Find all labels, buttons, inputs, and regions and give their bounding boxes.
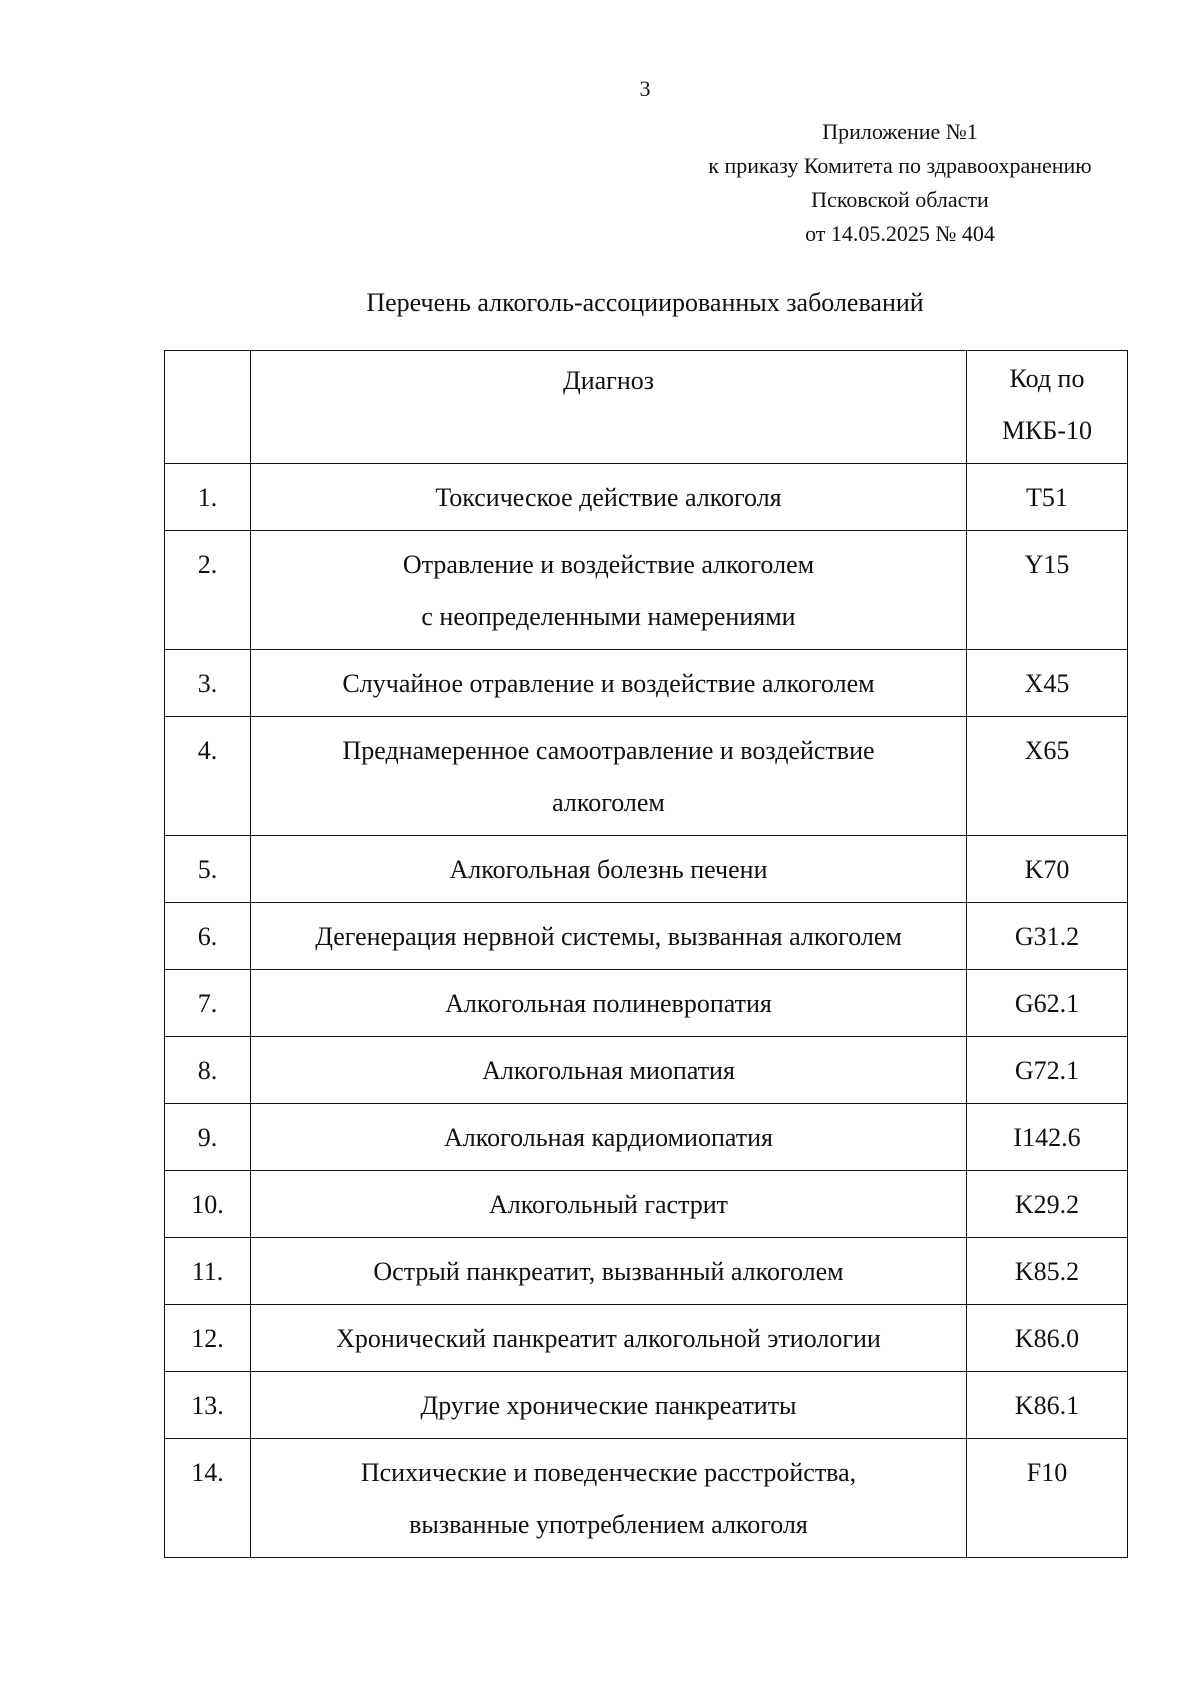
row-diagnosis [251, 1171, 967, 1238]
diagnosis-line: вызванные употреблением алкоголя [409, 1510, 808, 1539]
appendix-line-4: от 14.05.2025 № 404 [805, 221, 995, 246]
row-diagnosis [251, 836, 967, 903]
row-icd-code: G31.2 [967, 903, 1128, 970]
row-number: 1. [165, 464, 251, 531]
diagnosis-line: Алкогольная кардиомиопатия [444, 1123, 773, 1152]
row-number: 9. [165, 1104, 251, 1171]
header-code-line-2: МКБ-10 [1001, 416, 1093, 445]
row-number: 12. [165, 1305, 251, 1372]
diagnosis-line: Алкогольная миопатия [482, 1056, 735, 1085]
table-row [165, 1037, 1128, 1104]
diagnosis-line: Случайное отравление и воздействие алкоголем [342, 669, 875, 698]
header-code-cell [967, 351, 1128, 464]
table-row [165, 1104, 1128, 1171]
header-code-line-1: Код по [1009, 364, 1085, 393]
row-icd-code: I142.6 [967, 1104, 1128, 1171]
table-row [165, 836, 1128, 903]
row-diagnosis [251, 903, 967, 970]
appendix-line-1: Приложение №1 [822, 119, 978, 144]
diagnosis-line: Другие хронические панкреатиты [420, 1391, 797, 1420]
row-icd-code: F10 [967, 1439, 1128, 1558]
row-icd-code: G62.1 [967, 970, 1128, 1037]
diagnosis-table [164, 350, 1128, 1558]
row-icd-code: K86.0 [967, 1305, 1128, 1372]
row-diagnosis [251, 650, 967, 717]
row-number: 5. [165, 836, 251, 903]
header-diagnosis-label: Диагноз [562, 366, 655, 395]
row-number: 3. [165, 650, 251, 717]
diagnosis-line: Преднамеренное самоотравление и воздействие [342, 736, 875, 765]
diagnosis-line: Алкогольный гастрит [488, 1190, 729, 1219]
row-diagnosis [251, 464, 967, 531]
row-number: 10. [165, 1171, 251, 1238]
row-number: 14. [165, 1439, 251, 1558]
row-number: 7. [165, 970, 251, 1037]
row-icd-code: T51 [967, 464, 1128, 531]
appendix-line-3: Псковской области [811, 187, 989, 212]
table-row [165, 464, 1128, 531]
row-icd-code: X65 [967, 717, 1128, 836]
row-icd-code: K29.2 [967, 1171, 1128, 1238]
header-number-cell [165, 351, 251, 464]
row-number: 8. [165, 1037, 251, 1104]
table-row [165, 1305, 1128, 1372]
row-diagnosis [251, 1372, 967, 1439]
diagnosis-line: Алкогольная полиневропатия [445, 989, 772, 1018]
row-number: 4. [165, 717, 251, 836]
row-icd-code: G72.1 [967, 1037, 1128, 1104]
row-number: 6. [165, 903, 251, 970]
row-icd-code: K86.1 [967, 1372, 1128, 1439]
diagnosis-line: алкоголем [552, 788, 665, 817]
row-diagnosis [251, 970, 967, 1037]
row-number: 2. [165, 531, 251, 650]
row-diagnosis [251, 1104, 967, 1171]
diagnosis-line: Алкогольная болезнь печени [449, 855, 768, 884]
diagnosis-line: Дегенерация нервной системы, вызванная алкоголем [315, 922, 902, 951]
table-row [165, 903, 1128, 970]
table-row [165, 650, 1128, 717]
table-header-row [165, 351, 1128, 464]
diagnosis-line: Отравление и воздействие алкоголем [402, 550, 815, 579]
diagnosis-line: Психические и поведенческие расстройства, [360, 1458, 857, 1487]
row-diagnosis [251, 717, 967, 836]
table-row [165, 1238, 1128, 1305]
diagnosis-line: с неопределенными намерениями [421, 602, 796, 631]
table-row [165, 717, 1128, 836]
table-row [165, 1372, 1128, 1439]
row-diagnosis [251, 531, 967, 650]
table-row [165, 970, 1128, 1037]
table-row [165, 1439, 1128, 1558]
diagnosis-line: Хронический панкреатит алкогольной этиологии [336, 1324, 881, 1353]
row-number: 11. [165, 1238, 251, 1305]
header-diagnosis-cell [251, 351, 967, 464]
appendix-block [660, 115, 1140, 251]
table-row [165, 1171, 1128, 1238]
page-number: 3 [639, 76, 651, 101]
row-icd-code: K70 [967, 836, 1128, 903]
row-diagnosis [251, 1439, 967, 1558]
row-icd-code: Y15 [967, 531, 1128, 650]
diagnosis-line: Токсическое действие алкоголя [435, 483, 782, 512]
row-number: 13. [165, 1372, 251, 1439]
appendix-line-2: к приказу Комитета по здравоохранению [708, 153, 1092, 178]
document-title: Перечень алкоголь-ассоциированных заболеваний [366, 288, 924, 317]
diagnosis-line: Острый панкреатит, вызванный алкоголем [373, 1257, 844, 1286]
row-icd-code: K85.2 [967, 1238, 1128, 1305]
row-diagnosis [251, 1037, 967, 1104]
table-body [165, 464, 1128, 1558]
row-icd-code: X45 [967, 650, 1128, 717]
row-diagnosis [251, 1305, 967, 1372]
row-diagnosis [251, 1238, 967, 1305]
table-row [165, 531, 1128, 650]
